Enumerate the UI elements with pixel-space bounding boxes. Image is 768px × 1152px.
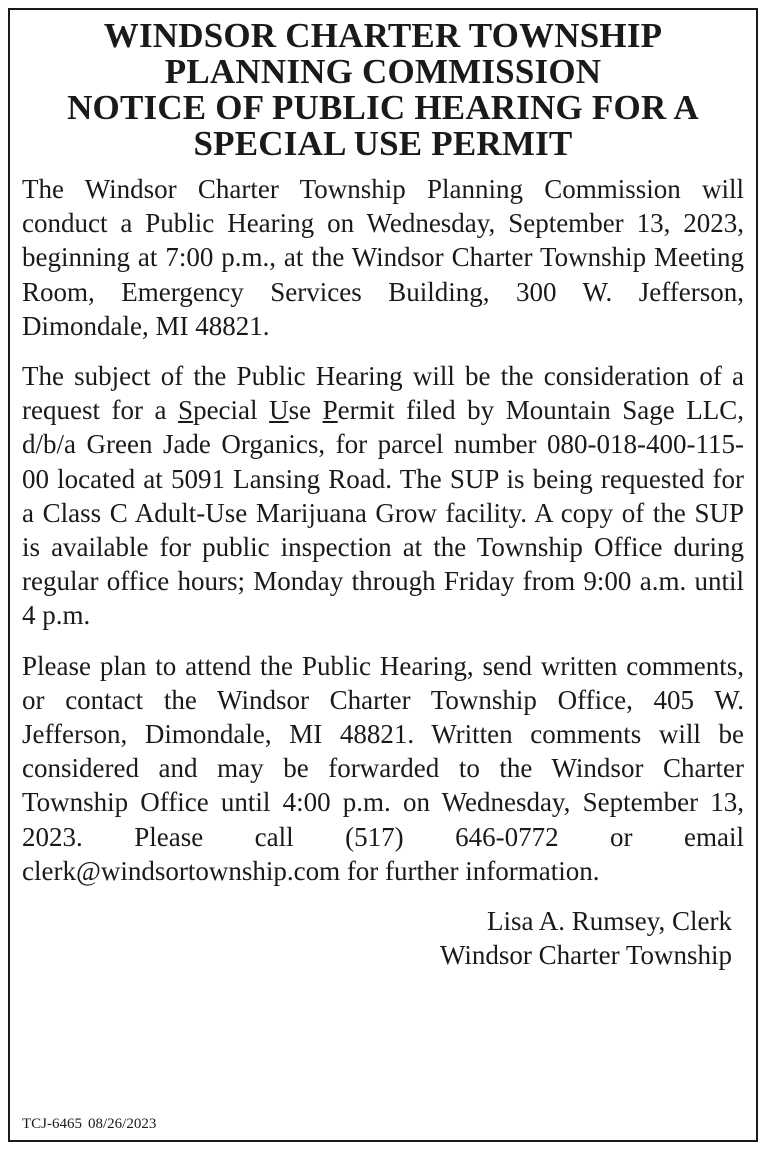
subject-text-start: The subject of the Public Hearing will be the consideration of a request for a (22, 361, 744, 426)
signature-organization: Windsor Charter Township (440, 940, 732, 971)
notice-body (10, 162, 756, 972)
comments-paragraph: Please plan to attend the Public Hearing, send written comments, or contact the Windsor Charter Township Office, 405 W. Jefferson, Dimondale, MI 48821. Written comments will be considered and may be forwarded to the Windsor Charter Township Office until 4:00 p.m. on Wednesday, September 13, 2023. Please call (517) 646-0772 or email clerk@windsortownship.com for further information. (22, 650, 744, 886)
footer-code: TCJ-6465 (22, 1116, 82, 1132)
public-notice (8, 8, 758, 1142)
title-line: SPECIAL USE PERMIT (193, 124, 573, 163)
signature-block (22, 904, 744, 972)
title-line: WINDSOR CHARTER TOWNSHIP (103, 16, 663, 55)
underlined-letter-s: S (178, 395, 194, 426)
notice-footer (22, 1116, 156, 1132)
signature-name: Lisa A. Rumsey, Clerk (487, 906, 732, 937)
title-line: NOTICE OF PUBLIC HEARING FOR A (67, 88, 699, 127)
subject-text-pecial: pecial (193, 395, 270, 426)
footer-date: 08/26/2023 (88, 1116, 157, 1132)
underlined-letter-u: U (269, 395, 289, 426)
title-line: PLANNING COMMISSION (164, 52, 602, 91)
underlined-letter-p: P (322, 395, 338, 426)
hearing-details-paragraph: The Windsor Charter Township Planning Commission will conduct a Public Hearing on Wednesday, September 13, 2023, beginning at 7:00 p.m., at the Windsor Charter Township Meeting Room, Emergency Services Building, 300 W. Jefferson, Dimondale, MI 48821. (22, 174, 744, 341)
subject-text-end: ermit filed by Mountain Sage LLC, d/b/a Green Jade Organics, for parcel number 080-018-400-115-00 located at 5091 Lansing Road. The SUP is being requested for a Class C Adult-Use Marijuana Grow facility. A copy of the SUP is available for public inspection at the Township Office during regular office hours; Monday through Friday from 9:00 a.m. until 4 p.m. (22, 395, 744, 631)
subject-paragraph (22, 359, 744, 633)
notice-title (10, 10, 756, 162)
subject-text-se: se (288, 395, 323, 426)
